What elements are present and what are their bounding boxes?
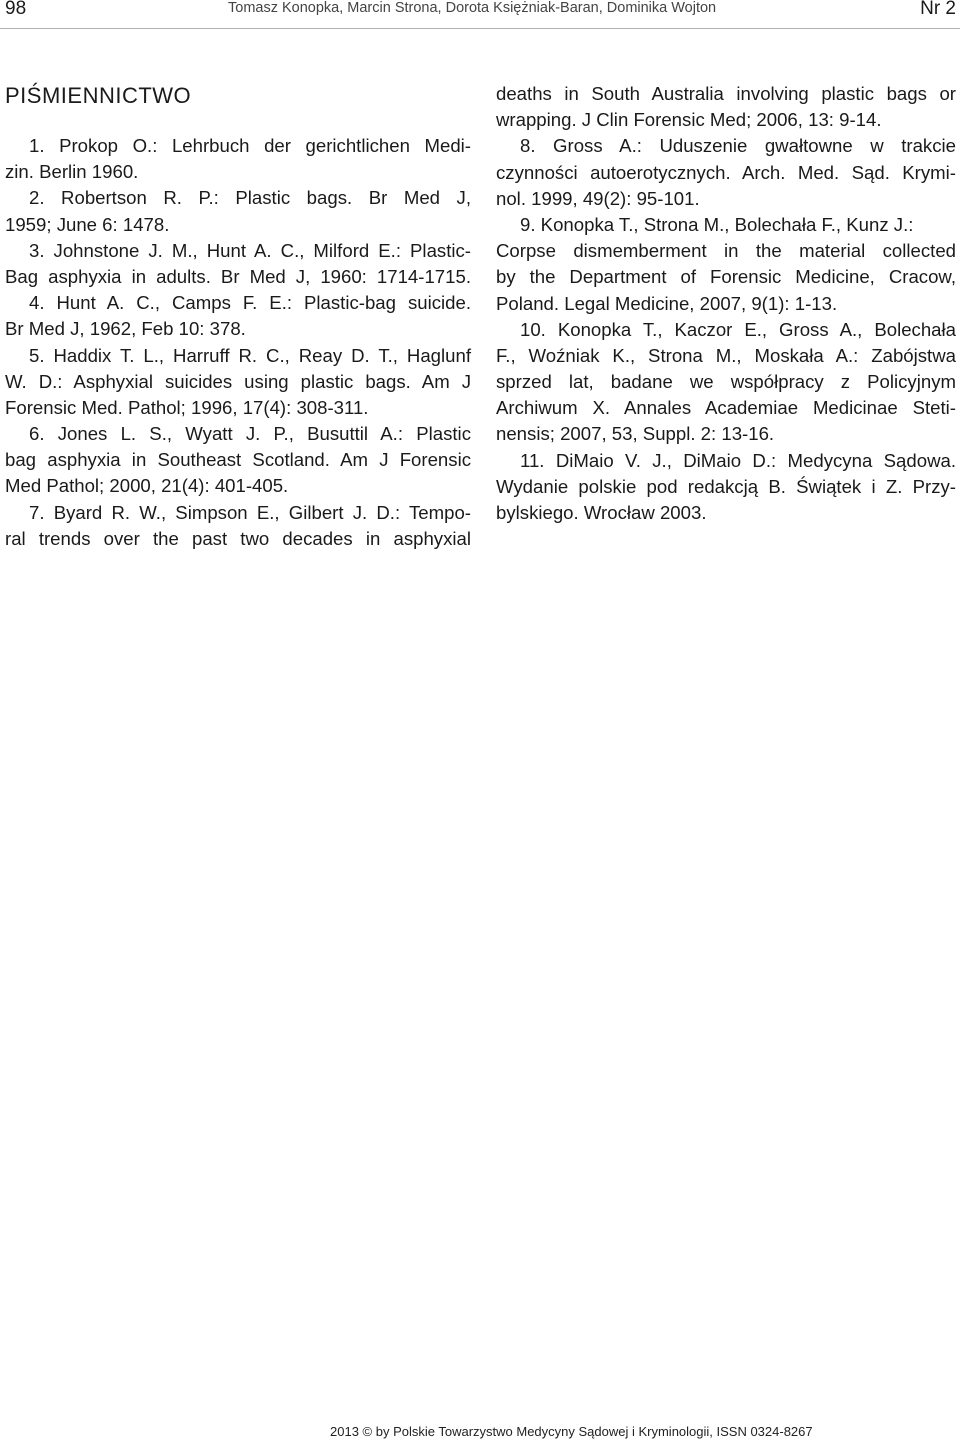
reference-line: 2. Robertson R. P.: Plastic bags. Br Med J, [29, 187, 471, 209]
reference-line: sprzed lat, badane we współpracy z Policyjnym [496, 371, 956, 393]
reference-line: bag asphyxia in Southeast Scotland. Am J Forensic [5, 449, 471, 471]
running-title-authors: Tomasz Konopka, Marcin Strona, Dorota Księżniak-Baran, Dominika Wojton [228, 0, 717, 16]
references-right-column [496, 81, 956, 526]
reference-line: Poland. Legal Medicine, 2007, 9(1): 1-13. [496, 292, 838, 314]
copyright-notice: 2013 © by Polskie Towarzystwo Medycyny Sądowej i Kryminologii, ISSN 0324-8267 [330, 1424, 813, 1439]
reference-line: Br Med J, 1962, Feb 10: 378. [5, 318, 246, 340]
reference-line: 1959; June 6: 1478. [5, 213, 170, 235]
reference-line: wrapping. J Clin Forensic Med; 2006, 13: 9-14. [496, 109, 882, 131]
reference-line: deaths in South Australia involving plastic bags or [496, 83, 956, 104]
reference-line: by the Department of Forensic Medicine, Cracow, [496, 266, 956, 288]
reference-line: F., Woźniak K., Strona M., Moskała A.: Zabójstwa [496, 344, 956, 366]
reference-line: Bag asphyxia in adults. Br Med J, 1960: 1714-1715. [5, 265, 471, 287]
reference-line: bylskiego. Wrocław 2003. [496, 502, 707, 523]
reference-line: Corpse dismemberment in the material collected [496, 240, 956, 262]
reference-line: 5. Haddix T. L., Harruff R. C., Reay D. T., Haglunf [29, 344, 471, 366]
reference-line: ral trends over the past two decades in asphyxial [5, 527, 471, 549]
reference-line: 7. Byard R. W., Simpson E., Gilbert J. D.: Tempo- [29, 501, 471, 523]
reference-line: 3. Johnstone J. M., Hunt A. C., Milford E.: Plastic- [29, 239, 471, 261]
page-footer [0, 1424, 960, 1439]
issue-number: Nr 2 [920, 0, 956, 19]
reference-line: nol. 1999, 49(2): 95-101. [496, 187, 700, 209]
reference-line: Forensic Med. Pathol; 1996, 17(4): 308-311. [5, 396, 369, 418]
reference-line: 6. Jones L. S., Wyatt J. P., Busuttil A.: Plastic [29, 423, 471, 445]
reference-line: 11. DiMaio V. J., DiMaio D.: Medycyna Sądowa. [520, 449, 956, 471]
reference-line: W. D.: Asphyxial suicides using plastic bags. Am J [5, 370, 471, 392]
reference-line: czynności autoerotycznych. Arch. Med. Sąd. Krymi- [496, 161, 956, 183]
reference-line: Archiwum X. Annales Academiae Medicinae Steti- [496, 397, 956, 419]
reference-line: 1. Prokop O.: Lehrbuch der gerichtlichen Medi- [29, 135, 471, 156]
reference-line: nensis; 2007, 53, Suppl. 2: 13-16. [496, 423, 775, 445]
reference-line: 8. Gross A.: Uduszenie gwałtowne w trakcie [520, 135, 956, 157]
page-header [0, 0, 960, 22]
header-divider [0, 28, 960, 29]
references-left-column [5, 133, 471, 552]
reference-line: 10. Konopka T., Kaczor E., Gross A., Bolechała [520, 318, 956, 340]
page-number: 98 [5, 0, 27, 19]
reference-line: Med Pathol; 2000, 21(4): 401-405. [5, 475, 289, 497]
reference-line: zin. Berlin 1960. [5, 161, 139, 183]
reference-line: 4. Hunt A. C., Camps F. E.: Plastic-bag suicide. [29, 292, 471, 314]
reference-line: Wydanie polskie pod redakcją B. Świątek i Z. Przy- [496, 475, 956, 497]
reference-line: 9. Konopka T., Strona M., Bolechała F., Kunz J.: [520, 213, 914, 235]
section-title: PIŚMIENNICTWO [5, 83, 192, 108]
